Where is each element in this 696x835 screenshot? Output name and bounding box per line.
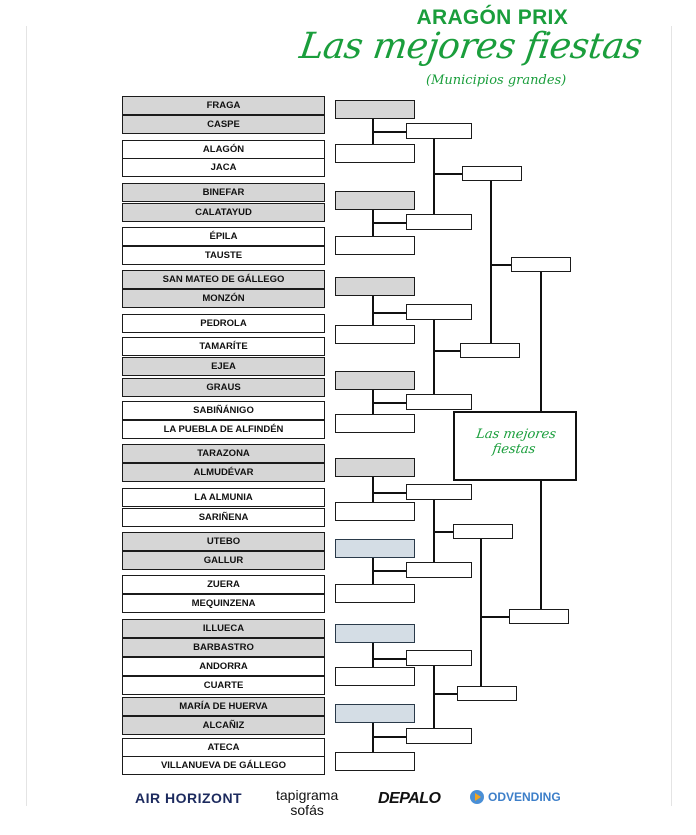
- team-slot: TAUSTE: [122, 246, 325, 265]
- round1-result-box: [335, 191, 415, 210]
- round1-result-box: [335, 704, 415, 723]
- team-slot: BARBASTRO: [122, 638, 325, 657]
- bracket-connector-line: [372, 222, 406, 224]
- team-slot: MARÍA DE HUERVA: [122, 697, 325, 716]
- team-slot: TAMARÍTE: [122, 337, 325, 356]
- page-subtitle: (Municipios grandes): [426, 73, 567, 88]
- round1-result-box: [335, 752, 415, 771]
- team-slot: BINEFAR: [122, 183, 325, 202]
- round1-result-box: [335, 144, 415, 163]
- bracket-connector-line: [480, 616, 509, 618]
- bracket-connector-line: [540, 272, 542, 411]
- bracket-connector-line: [490, 181, 492, 343]
- semifinal-box: [511, 257, 571, 272]
- bracket-connector-line: [433, 666, 435, 728]
- round2-result-box: [406, 650, 472, 666]
- round2-result-box: [406, 123, 472, 139]
- semifinal-box: [509, 609, 569, 624]
- team-slot: ZUERA: [122, 575, 325, 594]
- odvending-label: ODVENDING: [488, 790, 561, 804]
- round2-result-box: [406, 394, 472, 410]
- bracket-connector-line: [372, 643, 374, 667]
- team-slot: CALATAYUD: [122, 203, 325, 222]
- team-slot: FRAGA: [122, 96, 325, 115]
- round1-result-box: [335, 624, 415, 643]
- bracket-connector-line: [372, 658, 406, 660]
- bracket-connector-line: [433, 693, 457, 695]
- final-label: Las mejores fiestas: [475, 427, 557, 457]
- quarterfinal-box: [462, 166, 522, 181]
- round1-result-box: [335, 539, 415, 558]
- round1-result-box: [335, 100, 415, 119]
- round2-result-box: [406, 304, 472, 320]
- quarterfinal-box: [457, 686, 517, 701]
- team-slot: CASPE: [122, 115, 325, 134]
- quarterfinal-box: [453, 524, 513, 539]
- team-slot: JACA: [122, 158, 325, 177]
- sponsor-odvending-logo: [470, 790, 561, 804]
- odvending-play-icon: [470, 790, 484, 804]
- team-slot: ALAGÓN: [122, 140, 325, 159]
- round1-result-box: [335, 414, 415, 433]
- team-slot: ALMUDÉVAR: [122, 463, 325, 482]
- bracket-connector-line: [490, 264, 511, 266]
- bracket-connector-line: [540, 481, 542, 609]
- round2-result-box: [406, 484, 472, 500]
- team-slot: LA PUEBLA DE ALFINDÉN: [122, 420, 325, 439]
- bracket-connector-line: [433, 320, 435, 394]
- bracket-connector-line: [372, 736, 406, 738]
- quarterfinal-box: [460, 343, 520, 358]
- team-slot: LA ALMUNIA: [122, 488, 325, 507]
- team-slot: ATECA: [122, 738, 325, 757]
- round2-result-box: [406, 728, 472, 744]
- bracket-connector-line: [433, 139, 435, 214]
- team-slot: GALLUR: [122, 551, 325, 570]
- bracket-connector-line: [480, 539, 482, 686]
- bracket-connector-line: [372, 477, 374, 502]
- round1-result-box: [335, 371, 415, 390]
- team-slot: SARIÑENA: [122, 508, 325, 527]
- sponsor-depalo-logo: DEPALO: [378, 790, 441, 807]
- team-slot: VILLANUEVA DE GÁLLEGO: [122, 756, 325, 775]
- round1-result-box: [335, 667, 415, 686]
- bracket-connector-line: [372, 312, 406, 314]
- team-slot: ANDORRA: [122, 657, 325, 676]
- bracket-connector-line: [372, 131, 406, 133]
- sponsor-tapigrama-logo: tapigrama sofás: [276, 787, 339, 818]
- bracket-connector-line: [372, 723, 374, 752]
- bracket-connector-line: [372, 402, 406, 404]
- team-slot: EJEA: [122, 357, 325, 376]
- team-slot: PEDROLA: [122, 314, 325, 333]
- team-slot: TARAZONA: [122, 444, 325, 463]
- round1-result-box: [335, 236, 415, 255]
- final-box: [453, 411, 577, 481]
- bracket-connector-line: [372, 492, 406, 494]
- team-slot: SABIÑÁNIGO: [122, 401, 325, 420]
- team-slot: SAN MATEO DE GÁLLEGO: [122, 270, 325, 289]
- team-slot: ÉPILA: [122, 227, 325, 246]
- bracket-connector-line: [372, 570, 406, 572]
- round1-result-box: [335, 277, 415, 296]
- bracket-connector-line: [433, 350, 460, 352]
- page-title: Las mejores fiestas: [297, 26, 645, 67]
- round1-result-box: [335, 325, 415, 344]
- round1-result-box: [335, 502, 415, 521]
- round2-result-box: [406, 562, 472, 578]
- team-slot: ALCAÑIZ: [122, 716, 325, 735]
- team-slot: ILLUECA: [122, 619, 325, 638]
- bracket-connector-line: [433, 173, 462, 175]
- team-slot: CUARTE: [122, 676, 325, 695]
- team-slot: GRAUS: [122, 378, 325, 397]
- sponsor-air-horizont-logo: AIR HORIZONT: [135, 790, 243, 806]
- team-slot: MONZÓN: [122, 289, 325, 308]
- bracket-connector-line: [372, 296, 374, 325]
- round2-result-box: [406, 214, 472, 230]
- round1-result-box: [335, 458, 415, 477]
- brand-title: ARAGÓN PRIX: [416, 6, 568, 29]
- round1-result-box: [335, 584, 415, 603]
- bracket-connector-line: [433, 531, 453, 533]
- team-slot: UTEBO: [122, 532, 325, 551]
- team-slot: MEQUINZENA: [122, 594, 325, 613]
